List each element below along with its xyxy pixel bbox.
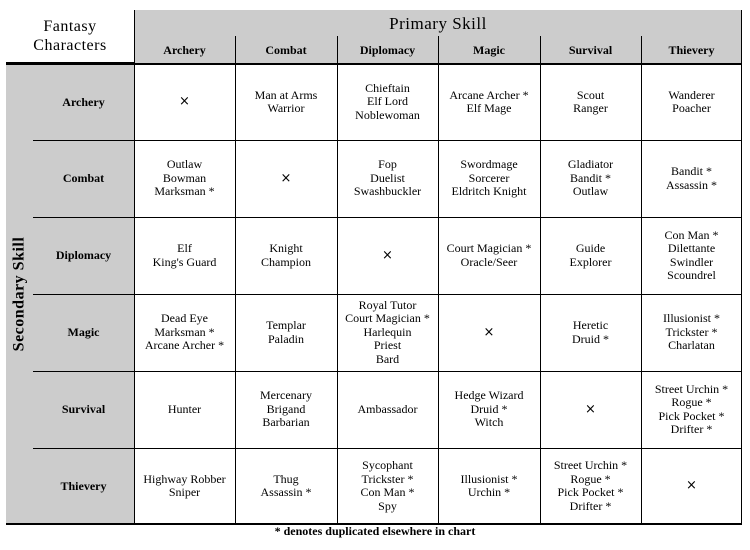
table-cell-thievery-survival bbox=[540, 448, 641, 524]
column-divider bbox=[641, 36, 642, 524]
footnote bbox=[0, 524, 750, 539]
table-cell-archery-combat bbox=[235, 64, 337, 140]
character-name: Arcane Archer * bbox=[449, 87, 529, 102]
character-name: Champion bbox=[261, 254, 311, 269]
character-name: Con Man * bbox=[664, 227, 719, 242]
character-name: Noblewoman bbox=[355, 107, 420, 122]
table-cell-combat-combat bbox=[235, 140, 337, 217]
character-name: Barbarian bbox=[262, 415, 310, 430]
character-name: Guide bbox=[575, 241, 606, 255]
secondary-skill-title-text: Secondary Skill bbox=[10, 236, 28, 352]
table-cell-combat-archery bbox=[134, 140, 235, 217]
table-cell-archery-survival bbox=[540, 64, 641, 140]
character-name: Priest bbox=[373, 338, 402, 353]
row-header-archery: Archery bbox=[62, 94, 105, 109]
character-name: Scoundrel bbox=[667, 268, 716, 282]
character-name: Highway Robber bbox=[143, 471, 226, 486]
corner-title-line-1: Fantasy bbox=[43, 18, 97, 35]
table-cell-archery-magic bbox=[438, 64, 540, 140]
character-name: Street Urchin * bbox=[553, 458, 628, 472]
character-name: Assassin * bbox=[665, 177, 717, 192]
character-name: Wanderer bbox=[668, 87, 715, 102]
table-cell-archery-archery bbox=[134, 64, 235, 140]
row-divider bbox=[33, 294, 742, 295]
column-divider bbox=[438, 36, 439, 524]
fantasy-characters-table bbox=[6, 10, 742, 524]
character-name: Drifter * bbox=[569, 498, 612, 513]
character-name: Warrior bbox=[267, 101, 305, 115]
table-cell-magic-thievery bbox=[641, 294, 742, 371]
table-cell-combat-diplomacy bbox=[337, 140, 438, 217]
character-name: Elf Lord bbox=[367, 94, 408, 109]
row-header-magic: Magic bbox=[67, 325, 100, 339]
table-cell-magic-magic bbox=[438, 294, 540, 371]
row-divider bbox=[33, 140, 742, 141]
character-name: Assassin * bbox=[260, 485, 312, 499]
column-header-combat: Combat bbox=[265, 42, 307, 57]
not-applicable-x-icon: × bbox=[280, 170, 292, 186]
not-applicable-x-icon: × bbox=[483, 324, 495, 340]
character-name: Elf Mage bbox=[466, 101, 512, 115]
character-name: Explorer bbox=[569, 254, 612, 269]
table-cell-magic-survival bbox=[540, 294, 641, 371]
table-cell-diplomacy-combat bbox=[235, 217, 337, 294]
character-name: Outlaw bbox=[572, 184, 609, 199]
column-divider bbox=[337, 36, 338, 524]
table-cell-survival-survival bbox=[540, 371, 641, 448]
column-header-magic: Magic bbox=[473, 42, 505, 57]
character-name: Ranger bbox=[573, 101, 608, 115]
not-applicable-x-icon: × bbox=[585, 401, 596, 417]
character-name: Sycophant bbox=[362, 458, 413, 472]
character-name: Swashbuckler bbox=[353, 184, 422, 199]
table-cell-survival-combat bbox=[235, 371, 337, 448]
character-name: Rogue * bbox=[671, 395, 712, 409]
character-name: Thug bbox=[273, 471, 299, 486]
table-cell-thievery-combat bbox=[235, 448, 337, 524]
character-name: Templar bbox=[266, 318, 306, 332]
character-name: Druid * bbox=[470, 401, 508, 416]
character-name: Fop bbox=[378, 157, 397, 172]
character-name: Scout bbox=[576, 87, 605, 102]
character-name: Chieftain bbox=[365, 80, 410, 95]
corner-title bbox=[6, 10, 134, 64]
row-header-survival: Survival bbox=[61, 402, 106, 416]
table-cell-survival-thievery bbox=[641, 371, 742, 448]
character-name: Court Magician * bbox=[345, 311, 430, 326]
table-cell-magic-combat bbox=[235, 294, 337, 371]
right-border bbox=[741, 10, 742, 524]
character-name: Hunter bbox=[167, 401, 202, 416]
table-cell-survival-archery bbox=[134, 371, 235, 448]
character-name: Illusionist * bbox=[662, 311, 720, 326]
table-cell-diplomacy-archery bbox=[134, 217, 235, 294]
character-name: Ambassador bbox=[357, 401, 418, 416]
character-name: Pick Pocket * bbox=[658, 408, 725, 423]
row-header-diplomacy: Diplomacy bbox=[55, 248, 112, 262]
column-header-thievery: Thievery bbox=[668, 42, 715, 57]
character-name: Outlaw bbox=[166, 157, 203, 172]
character-name: Harlequin bbox=[363, 324, 412, 339]
column-header-archery: Archery bbox=[163, 42, 206, 57]
table-cell-survival-magic bbox=[438, 371, 540, 448]
character-name: Brigand bbox=[266, 401, 306, 416]
character-name: Street Urchin * bbox=[654, 381, 729, 396]
character-name: Druid * bbox=[572, 331, 609, 346]
table-cell-thievery-diplomacy bbox=[337, 448, 438, 524]
character-name: Heretic bbox=[572, 318, 609, 332]
character-name: Marksman * bbox=[154, 184, 215, 199]
column-header-survival: Survival bbox=[568, 42, 613, 57]
table-cell-diplomacy-thievery bbox=[641, 217, 742, 294]
character-name: Urchin * bbox=[467, 485, 511, 499]
character-name: Marksman * bbox=[154, 324, 215, 339]
character-name: Bandit * bbox=[570, 170, 611, 185]
character-name: Swindler bbox=[669, 254, 714, 269]
header-bottom-border bbox=[6, 63, 742, 65]
character-name: Sniper bbox=[168, 485, 201, 499]
not-applicable-x-icon: × bbox=[686, 478, 697, 494]
character-name: Man at Arms bbox=[254, 87, 318, 102]
character-name: Illusionist * bbox=[460, 471, 518, 486]
primary-skill-title: Primary Skill bbox=[389, 14, 487, 33]
character-name: Dilettante bbox=[667, 241, 716, 255]
column-divider bbox=[235, 36, 236, 524]
character-name: Spy bbox=[378, 498, 397, 513]
table-cell-magic-diplomacy bbox=[337, 294, 438, 371]
character-name: Sorcerer bbox=[468, 170, 510, 185]
table-cell-magic-archery bbox=[134, 294, 235, 371]
not-applicable-x-icon: × bbox=[179, 94, 190, 110]
character-name: Royal Tutor bbox=[358, 297, 417, 312]
table-cell-combat-survival bbox=[540, 140, 641, 217]
column-divider bbox=[540, 36, 541, 524]
character-name: Poacher bbox=[672, 101, 711, 115]
table-cell-diplomacy-survival bbox=[540, 217, 641, 294]
table-cell-archery-diplomacy bbox=[337, 64, 438, 140]
row-header-divider bbox=[134, 10, 135, 524]
character-name: Trickster * bbox=[361, 471, 414, 486]
table-cell-thievery-archery bbox=[134, 448, 235, 524]
character-name: Swordmage bbox=[460, 157, 518, 172]
footnote-text: * denotes duplicated elsewhere in chart bbox=[274, 524, 476, 538]
table-cell-combat-thievery bbox=[641, 140, 742, 217]
character-name: Pick Pocket * bbox=[557, 485, 624, 499]
character-name: King's Guard bbox=[152, 254, 217, 269]
character-name: Rogue * bbox=[570, 471, 611, 486]
table-cell-archery-thievery bbox=[641, 64, 742, 140]
character-name: Bowman bbox=[162, 170, 207, 185]
character-name: Bandit * bbox=[671, 164, 712, 178]
character-name: Bard bbox=[375, 351, 400, 366]
character-name: Witch bbox=[474, 415, 504, 430]
table-cell-diplomacy-magic bbox=[438, 217, 540, 294]
character-name: Elf bbox=[177, 241, 192, 255]
character-name: Oracle/Seer bbox=[460, 254, 518, 269]
character-name: Trickster * bbox=[665, 324, 718, 339]
corner-title-line-2: Characters bbox=[33, 37, 107, 54]
character-name: Paladin bbox=[268, 331, 304, 346]
character-name: Knight bbox=[269, 241, 303, 255]
character-name: Arcane Archer * bbox=[144, 338, 225, 353]
row-divider bbox=[33, 371, 742, 372]
table-cell-thievery-magic bbox=[438, 448, 540, 524]
character-name: Mercenary bbox=[260, 388, 312, 403]
table-cell-diplomacy-diplomacy bbox=[337, 217, 438, 294]
column-header-diplomacy: Diplomacy bbox=[359, 42, 416, 57]
row-divider bbox=[33, 217, 742, 218]
character-name: Eldritch Knight bbox=[451, 184, 527, 199]
character-name: Charlatan bbox=[668, 338, 715, 353]
character-name: Hedge Wizard bbox=[454, 388, 524, 403]
row-header-combat: Combat bbox=[62, 171, 105, 185]
row-header-thievery: Thievery bbox=[60, 478, 107, 493]
row-divider bbox=[33, 448, 742, 449]
character-name: Court Magician * bbox=[446, 241, 532, 255]
not-applicable-x-icon: × bbox=[382, 247, 393, 263]
character-name: Gladiator bbox=[567, 157, 614, 172]
secondary-skill-title bbox=[6, 64, 33, 524]
character-name: Con Man * bbox=[360, 485, 415, 499]
character-name: Duelist bbox=[370, 170, 405, 185]
character-name: Drifter * bbox=[670, 422, 713, 436]
table-cell-thievery-thievery bbox=[641, 448, 742, 524]
table-cell-survival-diplomacy bbox=[337, 371, 438, 448]
character-name: Dead Eye bbox=[161, 311, 208, 326]
table-cell-combat-magic bbox=[438, 140, 540, 217]
